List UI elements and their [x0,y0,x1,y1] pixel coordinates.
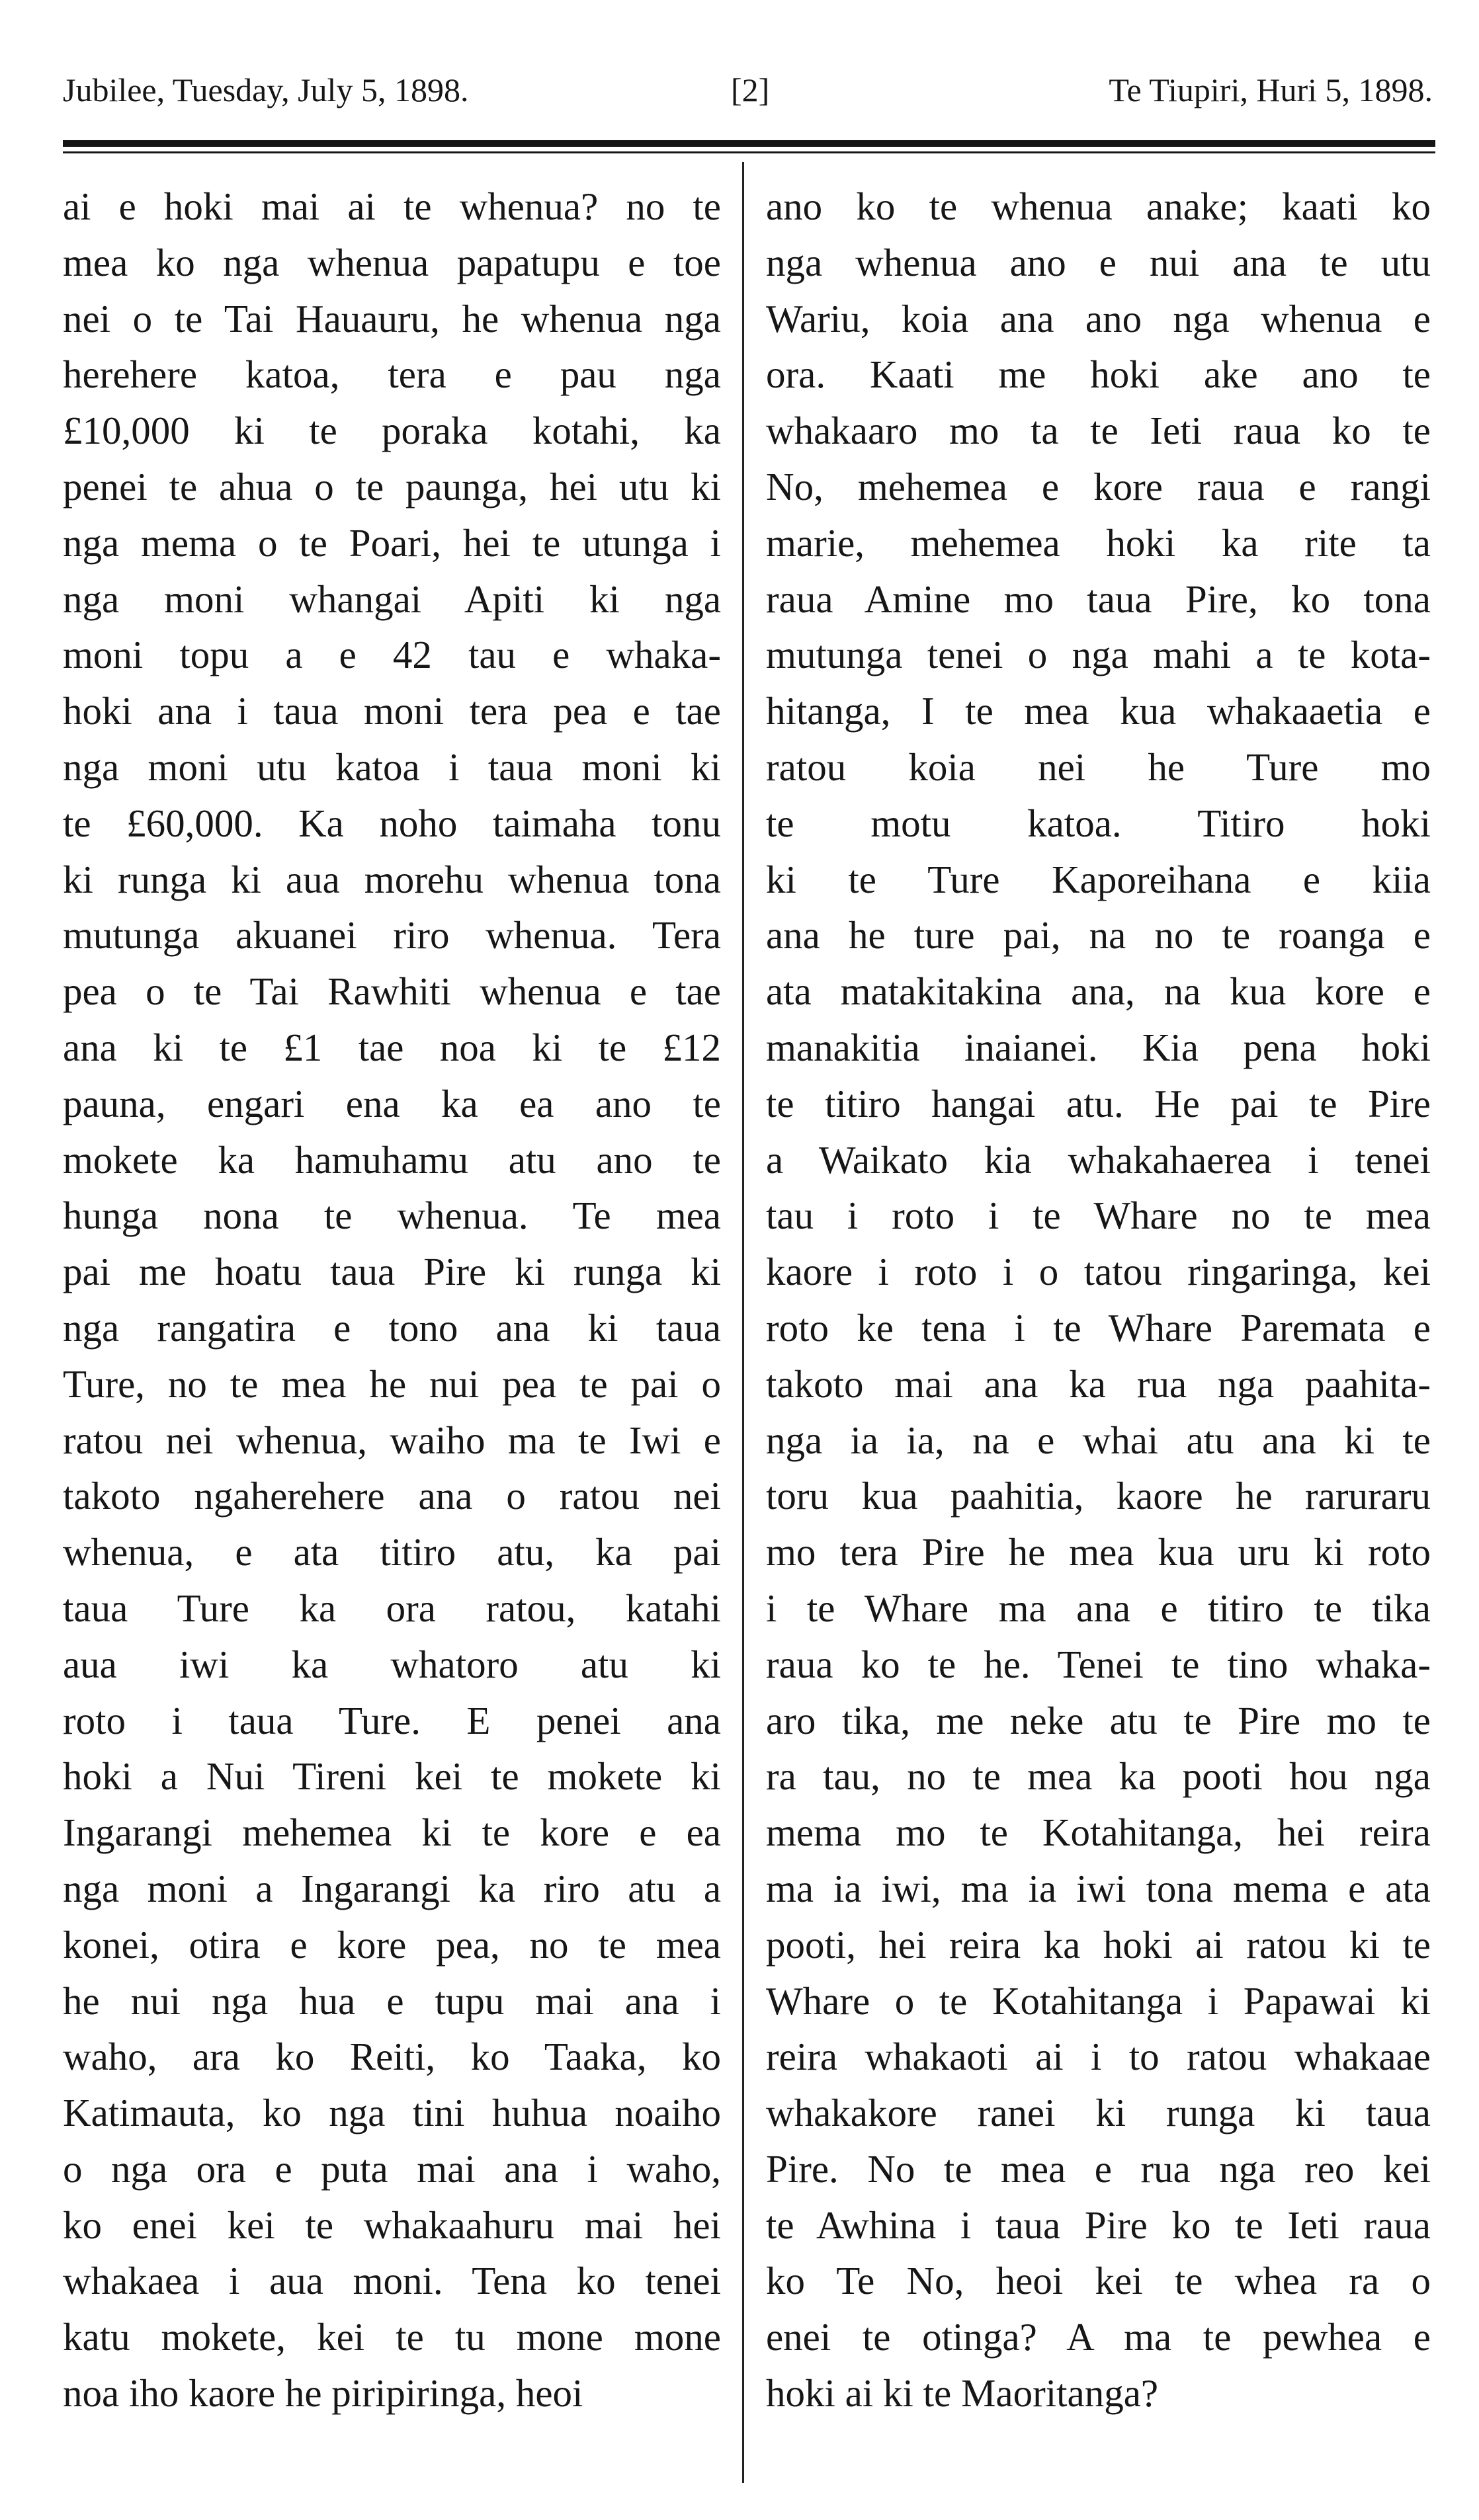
right-column-line: nga ia ia, na e whai atu ana ki te [766,1418,1431,1462]
right-column-line: aro tika, me neke atu te Pire mo te [766,1698,1431,1742]
right-column-line: ma ia iwi, ma ia iwi tona mema e ata [766,1866,1431,1910]
left-column-line: moni topu a e 42 tau e whaka- [63,633,721,677]
right-column-line: ra tau, no te mea ka pooti hou nga [766,1754,1431,1799]
page-number: [2] [731,71,770,108]
page-header [63,63,1439,116]
right-column-line: No, mehemea e kore raua e rangi [766,464,1431,508]
right-column-line: enei te otinga? A ma te pewhea e [766,2315,1431,2359]
right-column-line: mo tera Pire he mea kua uru ki roto [766,1530,1431,1574]
header-english-date: Jubilee, Tuesday, July 5, 1898. [63,71,469,108]
header-rule-thin [63,151,1435,153]
right-column-line: Wariu, koia ana ano nga whenua e [766,296,1431,341]
right-column-line: Pire. No te mea e rua nga reo kei [766,2146,1431,2191]
right-column-line: ata matakitakina ana, na kua kore e [766,969,1431,1014]
right-column-line: pooti, hei reira ka hoki ai ratou ki te [766,1922,1431,1967]
right-column-line: nga whenua ano e nui ana te utu [766,240,1431,284]
right-column-line: a Waikato kia whakahaerea i tenei [766,1137,1431,1182]
right-column-line: te titiro hangai atu. He pai te Pire [766,1081,1431,1125]
left-column-line: noa iho kaore he piripiringa, heoi [63,2371,583,2416]
left-column-line: Katimauta, ko nga tini huhua noaiho [63,2091,721,2135]
left-column-line: £10,000 ki te poraka kotahi, ka [63,409,721,453]
left-column [63,179,721,2421]
right-column-line: marie, mehemea hoki ka rite ta [766,520,1431,565]
left-column-line: waho, ara ko Reiti, ko Taaka, ko [63,2035,721,2079]
left-column-line: nga moni a Ingarangi ka riro atu a [63,1866,721,1910]
left-column-line: he nui nga hua e tupu mai ana i [63,1978,721,2023]
left-column-line: takoto ngaherehere ana o ratou nei [63,1474,721,1518]
right-column-line: kaore i roto i o tatou ringaringa, kei [766,1250,1431,1294]
left-column-line: Ture, no te mea he nui pea te pai o [63,1362,721,1406]
left-column-line: ai e hoki mai ai te whenua? no te [63,184,721,228]
left-column-line: ko enei kei te whakaahuru mai hei [63,2203,721,2247]
left-column-line: mutunga akuanei riro whenua. Tera [63,913,721,957]
right-column-line: reira whakaoti ai i to ratou whakaae [766,2035,1431,2079]
left-column-line: mea ko nga whenua papatupu e toe [63,240,721,284]
left-column-line: hoki ana i taua moni tera pea e tae [63,689,721,733]
left-column-line: konei, otira e kore pea, no te mea [63,1922,721,1967]
right-column-line: te motu katoa. Titiro hoki [766,801,1431,845]
right-column-line: te Awhina i taua Pire ko te Ieti raua [766,2203,1431,2247]
right-column-line: whakakore ranei ki runga ki taua [766,2091,1431,2135]
right-column-line: mema mo te Kotahitanga, hei reira [766,1810,1431,1855]
right-column-line: whakaaro mo ta te Ieti raua ko te [766,409,1431,453]
left-column-line: pauna, engari ena ka ea ano te [63,1081,721,1125]
left-column-line: nga rangatira e tono ana ki taua [63,1305,721,1350]
left-column-line: whakaea i aua moni. Tena ko tenei [63,2259,721,2303]
left-column-line: te £60,000. Ka noho taimaha tonu [63,801,721,845]
left-column-line: ki runga ki aua morehu whenua tona [63,857,721,901]
left-column-line: hunga nona te whenua. Te mea [63,1194,721,1238]
column-divider [742,162,744,2483]
left-column-line: roto i taua Ture. E penei ana [63,1698,721,1742]
right-column [766,179,1431,2421]
left-column-line: nga moni whangai Apiti ki nga [63,577,721,621]
right-column-line: ratou koia nei he Ture mo [766,745,1431,789]
left-column-line: nga moni utu katoa i taua moni ki [63,745,721,789]
right-column-line: roto ke tena i te Whare Paremata e [766,1305,1431,1350]
right-column-line: toru kua paahitia, kaore he raruraru [766,1474,1431,1518]
header-maori-date: Te Tiupiri, Huri 5, 1898. [1109,71,1433,108]
left-column-line: penei te ahua o te paunga, hei utu ki [63,464,721,508]
left-column-line: taua Ture ka ora ratou, katahi [63,1586,721,1630]
right-column-line: ano ko te whenua anake; kaati ko [766,184,1431,228]
right-column-line: manakitia inaianei. Kia pena hoki [766,1025,1431,1069]
left-column-line: mokete ka hamuhamu atu ano te [63,1137,721,1182]
right-column-line: takoto mai ana ka rua nga paahita- [766,1362,1431,1406]
left-column-line: katu mokete, kei te tu mone mone [63,2315,721,2359]
left-column-line: o nga ora e puta mai ana i waho, [63,2146,721,2191]
right-column-line: mutunga tenei o nga mahi a te kota- [766,633,1431,677]
right-column-line: hitanga, I te mea kua whakaaetia e [766,689,1431,733]
header-rule-thick [63,140,1435,147]
left-column-line: nei o te Tai Hauauru, he whenua nga [63,296,721,341]
left-column-line: pai me hoatu taua Pire ki runga ki [63,1250,721,1294]
left-column-line: ana ki te £1 tae noa ki te £12 [63,1025,721,1069]
left-column-line: herehere katoa, tera e pau nga [63,352,721,397]
left-column-line: hoki a Nui Tireni kei te mokete ki [63,1754,721,1799]
right-column-line: i te Whare ma ana e titiro te tika [766,1586,1431,1630]
left-column-line: ratou nei whenua, waiho ma te Iwi e [63,1418,721,1462]
right-column-line: raua Amine mo taua Pire, ko tona [766,577,1431,621]
right-column-line: Whare o te Kotahitanga i Papawai ki [766,1978,1431,2023]
right-column-line: tau i roto i te Whare no te mea [766,1194,1431,1238]
right-column-line: ora. Kaati me hoki ake ano te [766,352,1431,397]
left-column-line: aua iwi ka whatoro atu ki [63,1642,721,1686]
left-column-line: Ingarangi mehemea ki te kore e ea [63,1810,721,1855]
right-column-line: raua ko te he. Tenei te tino whaka- [766,1642,1431,1686]
right-column-line: ko Te No, heoi kei te whea ra o [766,2259,1431,2303]
right-column-line: hoki ai ki te Maoritanga? [766,2371,1159,2416]
right-column-line: ki te Ture Kaporeihana e kiia [766,857,1431,901]
left-column-line: nga mema o te Poari, hei te utunga i [63,520,721,565]
left-column-line: whenua, e ata titiro atu, ka pai [63,1530,721,1574]
right-column-line: ana he ture pai, na no te roanga e [766,913,1431,957]
left-column-line: pea o te Tai Rawhiti whenua e tae [63,969,721,1014]
